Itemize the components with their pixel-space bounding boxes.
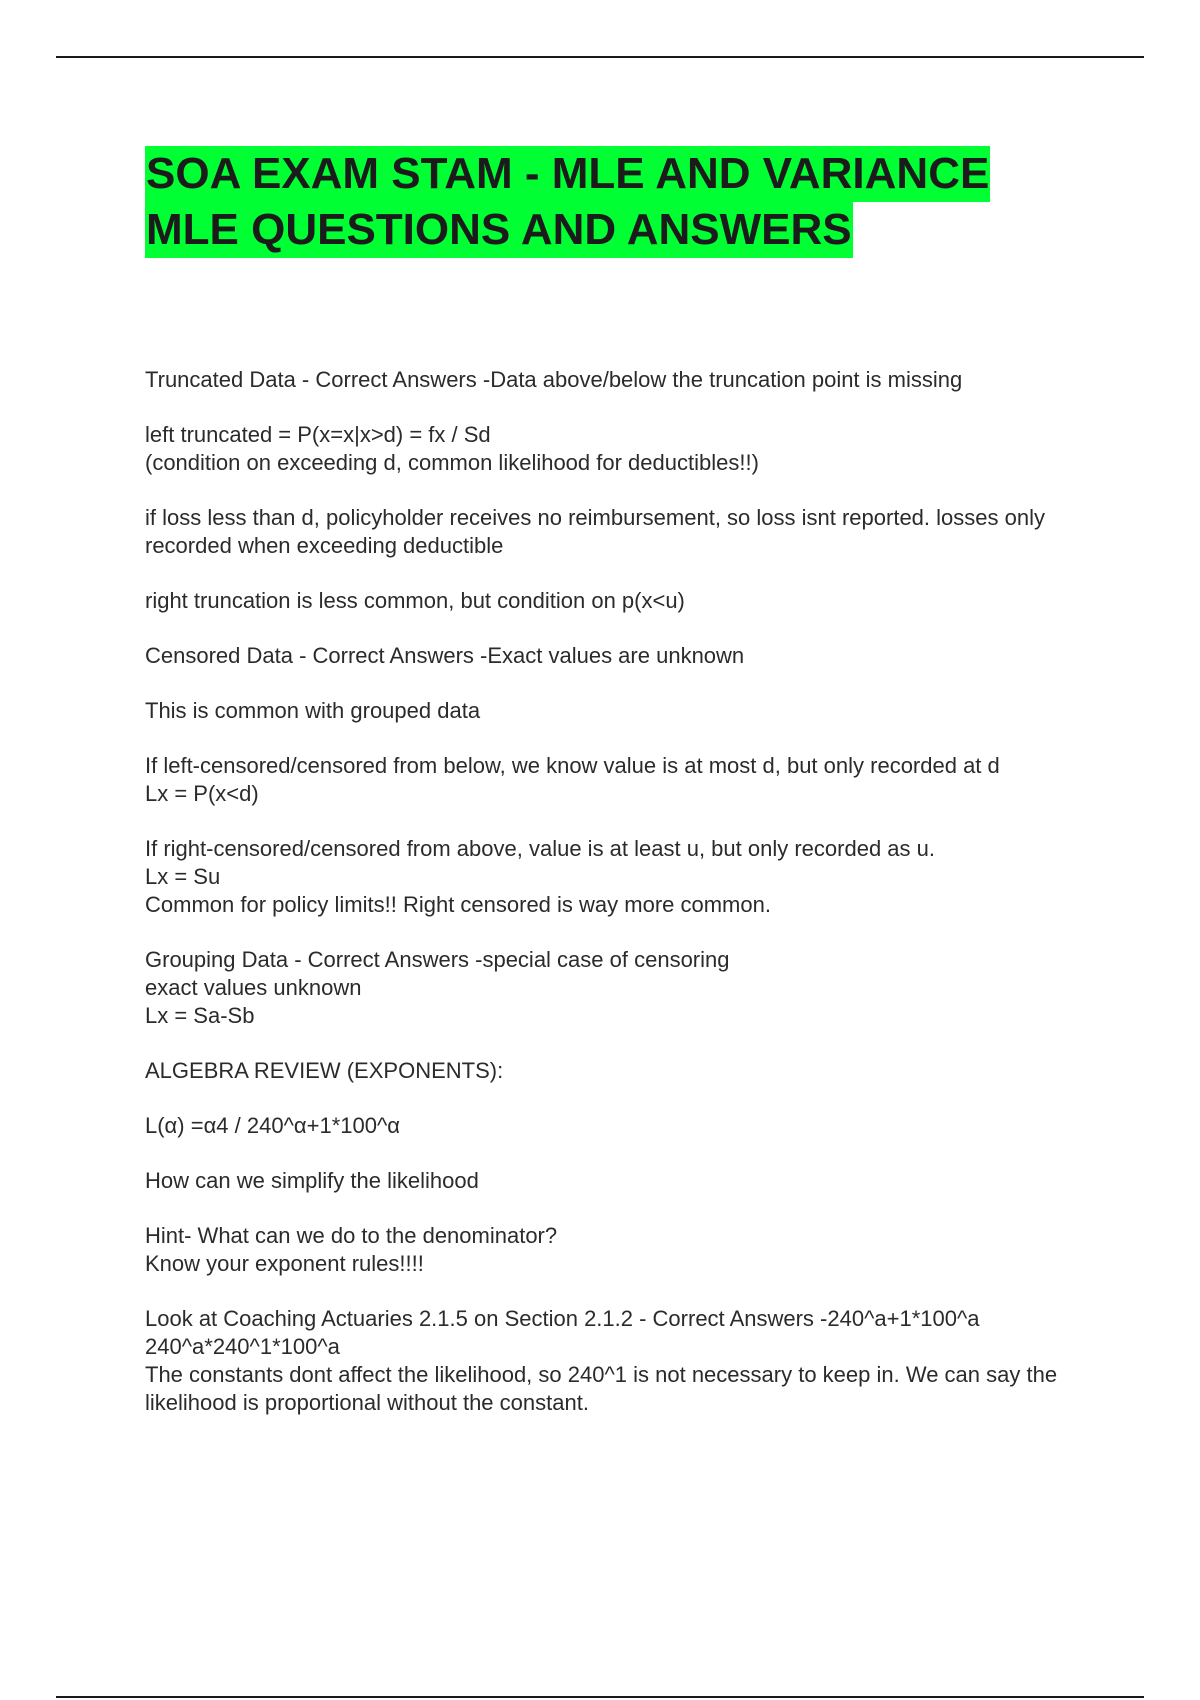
text-line: Lx = P(x<d) [145, 781, 259, 806]
text-line: This is common with grouped data [145, 698, 481, 723]
text-line: If right-censored/censored from above, value is at least u, but only recorded as u. [145, 836, 935, 861]
paragraph [145, 752, 1085, 808]
text-line: The constants dont affect the likelihood, so 240^1 is not necessary to keep in. We can say the likelihood is proportional without the constant. [145, 1362, 1064, 1415]
paragraph [145, 421, 1085, 477]
text-line: Lx = Sa-Sb [145, 1003, 255, 1028]
paragraph [145, 946, 1085, 1030]
text-line: (condition on exceeding d, common likelihood for deductibles!!) [145, 450, 759, 475]
paragraph [145, 1057, 1085, 1085]
text-line: Truncated Data - Correct Answers -Data above/below the truncation point is missing [145, 367, 963, 392]
text-line: Censored Data - Correct Answers -Exact values are unknown [145, 643, 745, 668]
paragraph [145, 1167, 1085, 1195]
text-line: right truncation is less common, but condition on p(x<u) [145, 588, 685, 613]
paragraph [145, 504, 1085, 560]
title-line-2: MLE QUESTIONS AND ANSWERS [145, 202, 853, 258]
text-line: If left-censored/censored from below, we know value is at most d, but only recorded at d [145, 753, 1000, 778]
paragraph [145, 835, 1085, 919]
text-line: left truncated = P(x=x|x>d) = fx / Sd [145, 422, 491, 447]
top-rule [56, 56, 1144, 58]
text-line: L(α) =α4 / 240^α+1*100^α [145, 1113, 400, 1138]
text-line: Common for policy limits!! Right censored is way more common. [145, 892, 771, 917]
paragraph [145, 1305, 1085, 1417]
text-line: How can we simplify the likelihood [145, 1168, 479, 1193]
paragraph [145, 366, 1085, 394]
paragraph [145, 642, 1085, 670]
text-line: Lx = Su [145, 864, 221, 889]
paragraph [145, 697, 1085, 725]
paragraph [145, 1222, 1085, 1278]
text-line: if loss less than d, policyholder receives no reimbursement, so loss isnt reported. losses only recorded when exceeding deductible [145, 505, 1052, 558]
paragraph [145, 1112, 1085, 1140]
text-line: Know your exponent rules!!!! [145, 1251, 424, 1276]
text-line: Look at Coaching Actuaries 2.1.5 on Section 2.1.2 - Correct Answers -240^a+1*100^a [145, 1306, 980, 1331]
document-body [145, 366, 1085, 1444]
title-line-1: SOA EXAM STAM - MLE AND VARIANCE [145, 146, 990, 202]
text-line: exact values unknown [145, 975, 362, 1000]
bottom-rule [56, 1696, 1144, 1698]
text-line: Grouping Data - Correct Answers -special case of censoring [145, 947, 730, 972]
text-line: Hint- What can we do to the denominator? [145, 1223, 558, 1248]
text-line: 240^a*240^1*100^a [145, 1334, 340, 1359]
text-line: ALGEBRA REVIEW (EXPONENTS): [145, 1058, 504, 1083]
paragraph [145, 587, 1085, 615]
document-title [145, 146, 1105, 258]
